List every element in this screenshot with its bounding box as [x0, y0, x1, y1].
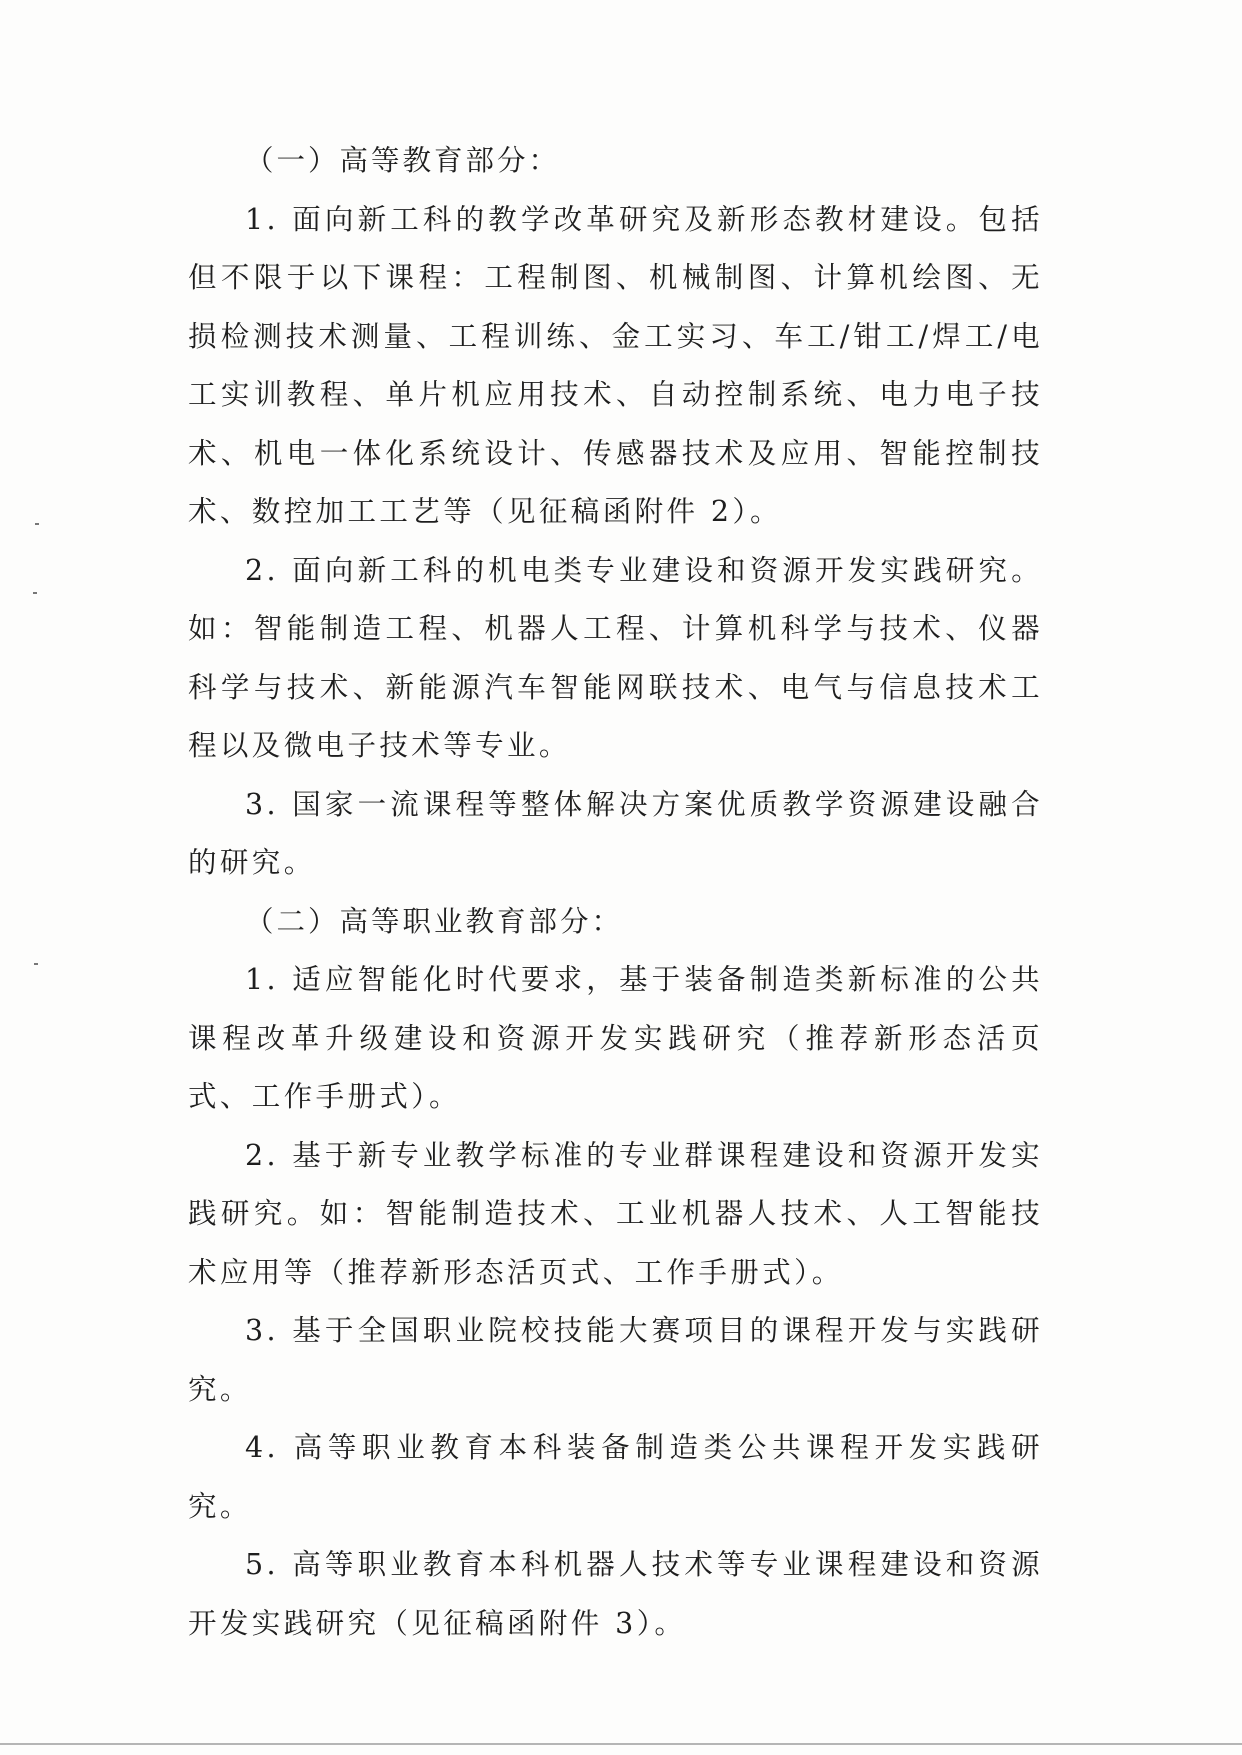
document-body — [188, 132, 1043, 1653]
list-item: 3. 国家一流课程等整体解决方案优质教学资源建设融合的研究。 — [188, 787, 1043, 879]
scan-speck — [34, 963, 38, 965]
list-item: 1. 适应智能化时代要求，基于装备制造类新标准的公共课程改革升级建设和资源开发实践研究（推荐新形态活页式、工作手册式）。 — [188, 963, 1043, 1113]
list-item: 3. 基于全国职业院校技能大赛项目的课程开发与实践研究。 — [188, 1314, 1043, 1406]
list-item: 4. 高等职业教育本科装备制造类公共课程开发实践研究。 — [188, 1431, 1043, 1523]
section-heading-vocational-education: （二）高等职业教育部分： — [245, 904, 624, 938]
section-heading-higher-education: （一）高等教育部分： — [245, 144, 561, 177]
list-item: 1. 面向新工科的教学改革研究及新形态教材建设。包括但不限于以下课程：工程制图、机械制图、计算机绘图、无损检测技术测量、工程训练、金工实习、车工/钳工/焊工/电工实训教程、单片机应用技术、自动控制系统、电力电子技术、机电一体化系统设计、传感器技术及应用、智能控制技术、数控加工工艺等（见征稿函附件 2）。 — [188, 202, 1043, 528]
scan-speck — [33, 592, 37, 594]
list-item: 2. 基于新专业教学标准的专业群课程建设和资源开发实践研究。如：智能制造技术、工业机器人技术、人工智能技术应用等（推荐新形态活页式、工作手册式）。 — [188, 1138, 1043, 1289]
list-item: 5. 高等职业教育本科机器人技术等专业课程建设和资源开发实践研究（见征稿函附件 3）。 — [188, 1548, 1043, 1640]
list-item: 2. 面向新工科的机电类专业建设和资源开发实践研究。如：智能制造工程、机器人工程、计算机科学与技术、仪器科学与技术、新能源汽车智能网联技术、电气与信息技术工程以及微电子技术等专业。 — [188, 553, 1043, 762]
scan-edge-line — [0, 1743, 1242, 1745]
scan-speck — [35, 523, 39, 525]
